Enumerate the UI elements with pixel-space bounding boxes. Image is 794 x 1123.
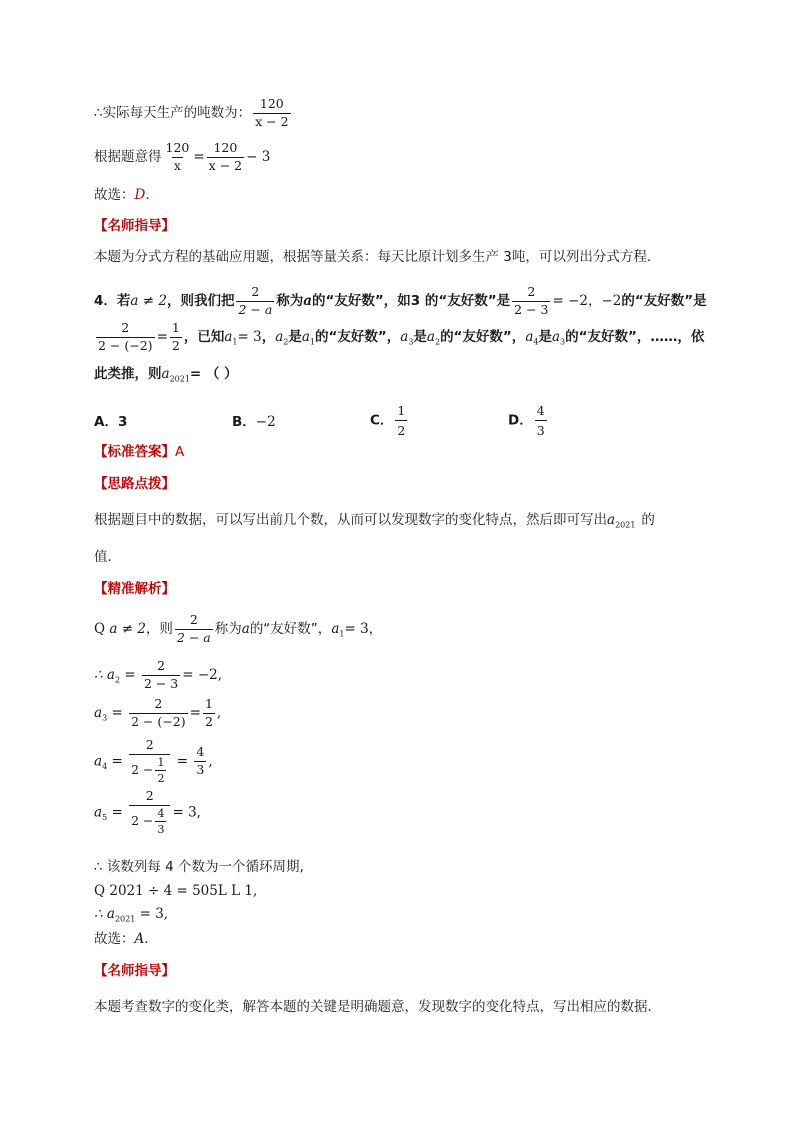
option-a xyxy=(94,410,127,430)
q-text: ，则我们把 xyxy=(166,293,235,309)
numerator: 120 xyxy=(165,140,190,155)
fraction xyxy=(129,739,170,784)
subscript: 4 xyxy=(102,761,108,771)
fraction xyxy=(512,286,550,316)
fraction xyxy=(207,142,244,172)
option-value: 3 xyxy=(117,414,128,430)
denominator: 2 − (−2) xyxy=(98,337,153,353)
text: ，则 xyxy=(145,621,173,637)
a-var: a xyxy=(275,329,284,345)
question-4-line-1 xyxy=(94,286,707,316)
text: 称为 xyxy=(214,621,242,637)
q-text: ，已知 xyxy=(183,329,225,345)
neg-two: −2 xyxy=(601,293,622,309)
equals-three: = 3 xyxy=(237,329,262,345)
a-var: ∴ a xyxy=(94,667,115,683)
subscript: 2021 xyxy=(615,520,636,530)
a-var: a xyxy=(551,329,561,345)
numerator: 2 xyxy=(527,284,536,299)
subscript: 2 xyxy=(434,337,441,347)
paragraph-hint-cont: 值． xyxy=(94,549,121,565)
numerator: 4 xyxy=(536,403,545,418)
result: = −2， xyxy=(552,293,602,309)
subscript: 3 xyxy=(408,337,414,347)
fraction xyxy=(253,98,290,128)
equals: = xyxy=(189,705,201,721)
fraction xyxy=(129,790,170,835)
option-value: −2 xyxy=(255,414,276,430)
text: 的“友好数”， xyxy=(249,621,332,637)
section-header-teacher-guide-2: 【名师指导】 xyxy=(94,963,175,979)
equals: = xyxy=(156,329,168,345)
numerator: 4 xyxy=(157,806,165,820)
fraction xyxy=(155,757,166,784)
fraction xyxy=(236,286,274,316)
solution-line-1 xyxy=(94,614,382,644)
variable: a xyxy=(241,621,250,637)
option-b xyxy=(232,410,276,430)
q-text: 此类推，则 xyxy=(94,366,162,382)
equation-a4: $a_4$ = 2 2 − $\frac{1}{2}$ = $\frac{4}{3}$ , xyxy=(94,737,213,785)
denominator: x − 2 xyxy=(255,113,289,129)
paragraph-guide-2: 本题考查数字的变化类，解答本题的关键是明确题意，发现数字的变化特点，写出相应的数据． xyxy=(94,999,661,1015)
numerator: 2 xyxy=(145,737,154,752)
period: . xyxy=(145,187,150,203)
a-var: a xyxy=(400,329,409,345)
numerator: 2 xyxy=(189,612,198,627)
paragraph-hint xyxy=(94,514,655,530)
a-var: a xyxy=(94,705,103,721)
condition: a ≠ 2 xyxy=(130,293,167,309)
q-text: 的“友好数”，如3 的“友好数”是 xyxy=(312,293,511,309)
q-text: 的“友好数”， xyxy=(440,329,526,345)
a-var: a xyxy=(426,329,435,345)
subscript: 3 xyxy=(102,713,108,723)
q-text: = （ ） xyxy=(189,366,238,382)
q-text: 是 xyxy=(413,329,427,345)
denominator: x − 2 xyxy=(208,157,243,173)
condition: a ≠ 2 xyxy=(109,621,146,637)
text: 根据题目中的数据，可以写出前几个数，从而可以发现数字的变化特点，然后即可写出 xyxy=(94,512,607,528)
conclusion-division: Q 2021 ÷ 4 = 505L L 1, xyxy=(94,883,258,899)
option-label: C． xyxy=(370,412,394,429)
fraction xyxy=(194,746,206,776)
section-header-answer: 【标准答案】 xyxy=(94,444,175,460)
a-var: a xyxy=(525,329,534,345)
denominator: 2 xyxy=(171,337,180,353)
q-text: 4．若 xyxy=(94,293,131,309)
subscript: 2021 xyxy=(114,914,136,924)
a-var: a xyxy=(94,753,103,770)
subscript: 1 xyxy=(309,337,315,347)
a-var: a xyxy=(161,366,170,382)
option-d xyxy=(508,403,549,438)
denominator: 2 xyxy=(157,771,165,785)
denominator: 3 xyxy=(535,420,547,438)
denominator: 2 xyxy=(395,420,407,438)
text: ∴实际每天生产的吨数为： xyxy=(94,105,252,121)
fraction xyxy=(142,660,180,690)
denominator: 2 − a xyxy=(176,629,211,645)
denominator xyxy=(129,754,170,784)
comma: ， xyxy=(261,329,276,345)
a-var: a xyxy=(607,512,616,528)
fraction xyxy=(164,142,192,172)
a-var: a xyxy=(331,621,340,637)
denominator: 2 − (−2) xyxy=(131,713,186,729)
denominator: 2 − 3 xyxy=(514,301,549,317)
variable: a xyxy=(303,293,313,309)
text: 的 xyxy=(641,512,655,528)
numerator: 1 xyxy=(171,320,180,335)
fraction xyxy=(96,322,155,352)
conclusion-a2021 xyxy=(94,908,168,924)
comma: , xyxy=(208,753,213,770)
subscript: 2 xyxy=(283,337,289,347)
den-text: 2 − xyxy=(131,812,154,828)
a-var: a xyxy=(301,329,310,345)
section-header-hint: 【思路点拨】 xyxy=(94,476,175,492)
question-4-line-3 xyxy=(94,368,238,384)
text: 故选： xyxy=(94,931,135,947)
numerator: 4 xyxy=(196,744,205,760)
fraction xyxy=(535,403,547,438)
q-text: 称为 xyxy=(276,293,304,309)
comma: , xyxy=(216,705,222,721)
equation-a2: ∴ $a_2$ = $\frac{2}{2 - 3}$ = −2, xyxy=(94,658,223,691)
q-text: 的“友好数”， xyxy=(315,329,401,345)
equals-three: = 3， xyxy=(344,621,383,637)
equation-a3: $a_3$ = $\frac{2}{2 - (-2)}$ = $\frac{1}{2}$ , xyxy=(94,696,222,729)
numerator: 2 xyxy=(157,658,166,673)
numerator: 2 xyxy=(145,788,154,803)
numerator: 120 xyxy=(213,140,238,155)
option-label: B． xyxy=(232,414,256,430)
question-4-line-2 xyxy=(94,322,704,352)
line-daily-tons xyxy=(94,98,293,128)
numerator: 2 xyxy=(154,696,163,711)
a-var: a xyxy=(94,804,103,821)
line-choice-a xyxy=(94,933,158,947)
fraction xyxy=(170,322,182,352)
fraction xyxy=(175,614,213,644)
denominator: x xyxy=(173,157,181,173)
fraction xyxy=(155,808,166,835)
option-c xyxy=(370,403,409,438)
option-label: A． xyxy=(94,414,118,430)
denominator xyxy=(129,805,170,835)
text: 根据题意得 xyxy=(94,149,162,165)
denominator: 3 xyxy=(157,822,165,836)
paragraph-guide: 本题为分式方程的基础应用题，根据等量关系：每天比原计划多生产 3吨，可以列出分式方程． xyxy=(94,249,661,265)
q-text: 的“友好数”，……，依 xyxy=(565,329,705,345)
result: = 3, xyxy=(172,804,201,821)
line-equation xyxy=(94,142,270,172)
a-var: a xyxy=(224,329,233,345)
denominator: 3 xyxy=(196,761,205,777)
subscript: 4 xyxy=(533,337,539,347)
numerator: 120 xyxy=(259,96,284,111)
fraction xyxy=(129,698,188,728)
den-text: 2 − xyxy=(131,761,154,777)
text: 故选： xyxy=(94,187,135,203)
section-header-teacher-guide: 【名师指导】 xyxy=(94,218,175,234)
minus-three: − 3 xyxy=(246,149,271,165)
result: = −2, xyxy=(182,667,223,683)
denominator: 2 − 3 xyxy=(143,675,179,691)
numerator: 1 xyxy=(204,696,213,711)
numerator: 1 xyxy=(397,403,406,418)
subscript: 1 xyxy=(339,629,345,639)
since-symbol: Q xyxy=(94,621,106,637)
line-standard-answer xyxy=(94,446,184,460)
numerator: 2 xyxy=(251,284,260,299)
answer-letter: A xyxy=(134,931,145,947)
subscript: 2021 xyxy=(169,374,190,384)
q-text: 是 xyxy=(288,329,302,345)
equation-a5: $a_5$ = 2 2 − $\frac{4}{3}$ = 3, xyxy=(94,788,201,836)
result: = 3, xyxy=(139,906,169,922)
denominator: 2 − a xyxy=(238,301,273,317)
subscript: 2 xyxy=(114,675,121,685)
option-label: D． xyxy=(508,412,533,429)
section-header-analysis: 【精准解析】 xyxy=(94,581,175,597)
denominator: 2 xyxy=(204,713,213,729)
subscript: 3 xyxy=(560,337,566,347)
a-var: ∴ a xyxy=(94,906,115,922)
numerator: 2 xyxy=(121,320,130,335)
period: ． xyxy=(144,931,158,947)
fraction xyxy=(395,403,407,438)
answer-letter: D xyxy=(134,187,146,203)
conclusion-cycle: ∴ 该数列每 4 个数为一个循环周期, xyxy=(94,859,304,875)
answer-value: A xyxy=(175,444,185,460)
numerator: 1 xyxy=(157,755,165,769)
line-choice-d xyxy=(94,189,150,203)
q-text: 是 xyxy=(538,329,552,345)
equals: = xyxy=(193,149,205,165)
fraction xyxy=(203,698,215,728)
q-text: 的“友好数”是 xyxy=(621,293,707,309)
subscript: 1 xyxy=(232,337,238,347)
